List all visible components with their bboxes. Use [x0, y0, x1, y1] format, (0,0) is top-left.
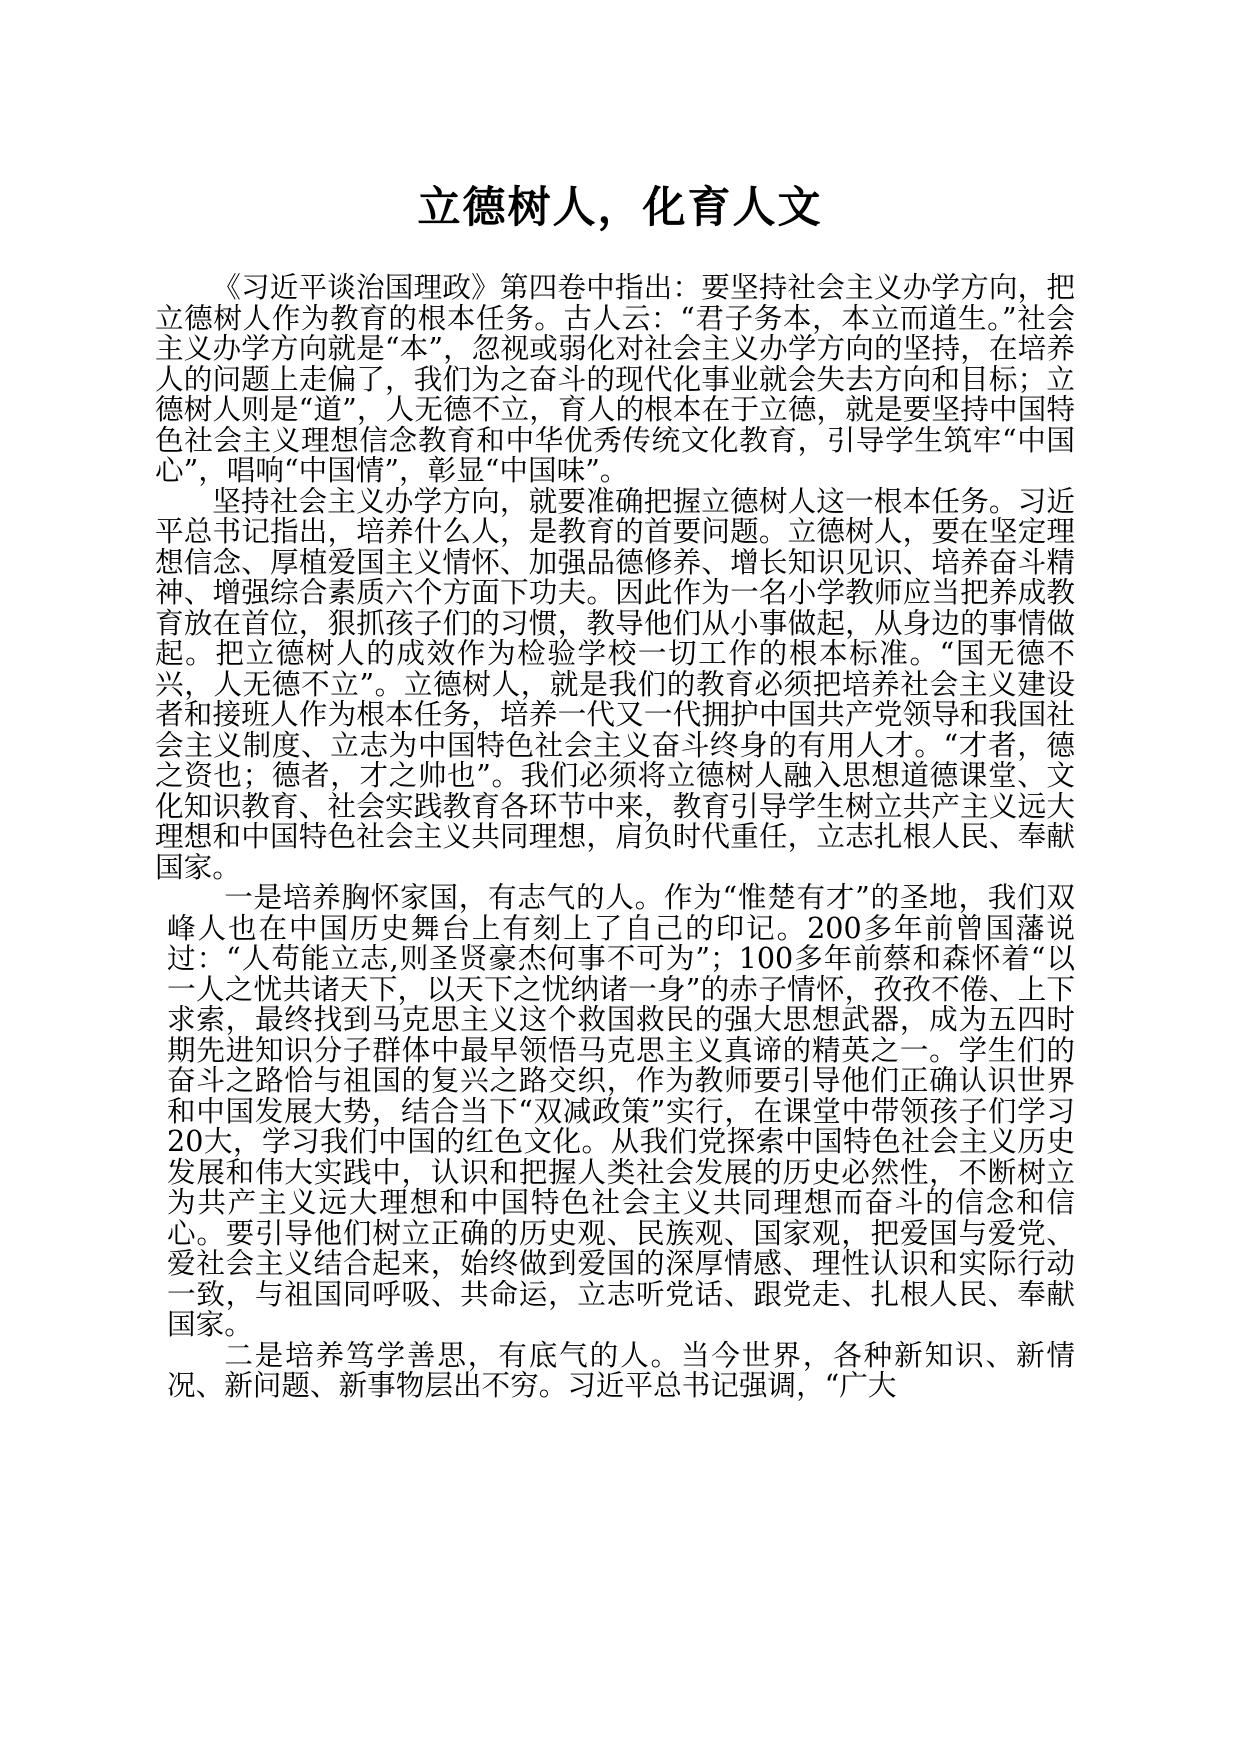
paragraph-4: 二是培养笃学善思，有底气的人。当今世界，各种新知识、新情况、新问题、新事物层出不穷。习近平总书记强调，“广大 [167, 1337, 1075, 1402]
document-body [155, 272, 1075, 1401]
paragraph-2: 坚持社会主义办学方向，就要准确把握立德树人这一根本任务。习近平总书记指出，培养什么人，是教育的首要问题。立德树人，要在坚定理想信念、厚植爱国主义情怀、加强品德修养、增长知识见识、培养奋斗精神、增强综合素质六个方面下功夫。因此作为一名小学教师应当把养成教育放在首位，狠抓孩子们的习惯，教导他们从小事做起，从身边的事情做起。把立德树人的成效作为检验学校一切工作的根本标准。“国无德不兴，人无德不立”。立德树人，就是我们的教育必须把培养社会主义建设者和接班人作为根本任务，培养一代又一代拥护中国共产党领导和我国社会主义制度、立志为中国特色社会主义奋斗终身的有用人才。“才者，德之资也；德者，才之帅也”。我们必须将立德树人融入思想道德课堂、文化知识教育、社会实践教育各环节中来，教育引导学生树立共产主义远大理想和中国特色社会主义共同理想，肩负时代重任，立志扎根人民、奉献国家。 [155, 483, 1075, 884]
document-title: 立德树人，化育人文 [417, 183, 823, 233]
paragraph-1: 《习近平谈治国理政》第四卷中指出：要坚持社会主义办学方向，把立德树人作为教育的根本任务。古人云：“君子务本，本立而道生。”社会主义办学方向就是“本”，忽视或弱化对社会主义办学方向的坚持，在培养人的问题上走偏了，我们为之奋斗的现代化事业就会失去方向和目标；立德树人则是“道”，人无德不立，育人的根本在于立德，就是要坚持中国特色社会主义理想信念教育和中华优秀传统文化教育，引导学生筑牢“中国心”，唱响“中国情”，彰显“中国味”。 [155, 270, 1075, 487]
paragraph-3: 一是培养胸怀家国，有志气的人。作为“惟楚有才”的圣地，我们双峰人也在中国历史舞台上有刻上了自己的印记。200多年前曾国藩说过：“人苟能立志,则圣贤豪杰何事不可为”；100多年前蔡和森怀着“以一人之忧共诸天下，以天下之忧纳诸一身”的赤子情怀，孜孜不倦、上下求索，最终找到马克思主义这个救国救民的强大思想武器，成为五四时期先进知识分子群体中最早领悟马克思主义真谛的精英之一。学生们的奋斗之路恰与祖国的复兴之路交织，作为教师要引导他们正确认识世界和中国发展大势，结合当下“双减政策”实行，在课堂中带领孩子们学习20大，学习我们中国的红色文化。从我们党探索中国特色社会主义历史发展和伟大实践中，认识和把握人类社会发展的历史必然性，不断树立为共产主义远大理想和中国特色社会主义共同理想而奋斗的信念和信心。要引导他们树立正确的历史观、民族观、国家观，把爱国与爱党、爱社会主义结合起来，始终做到爱国的深厚情感、理性认识和实际行动一致，与祖国同呼吸、共命运，立志听党话、跟党走、扎根人民、奉献国家。 [167, 880, 1075, 1341]
